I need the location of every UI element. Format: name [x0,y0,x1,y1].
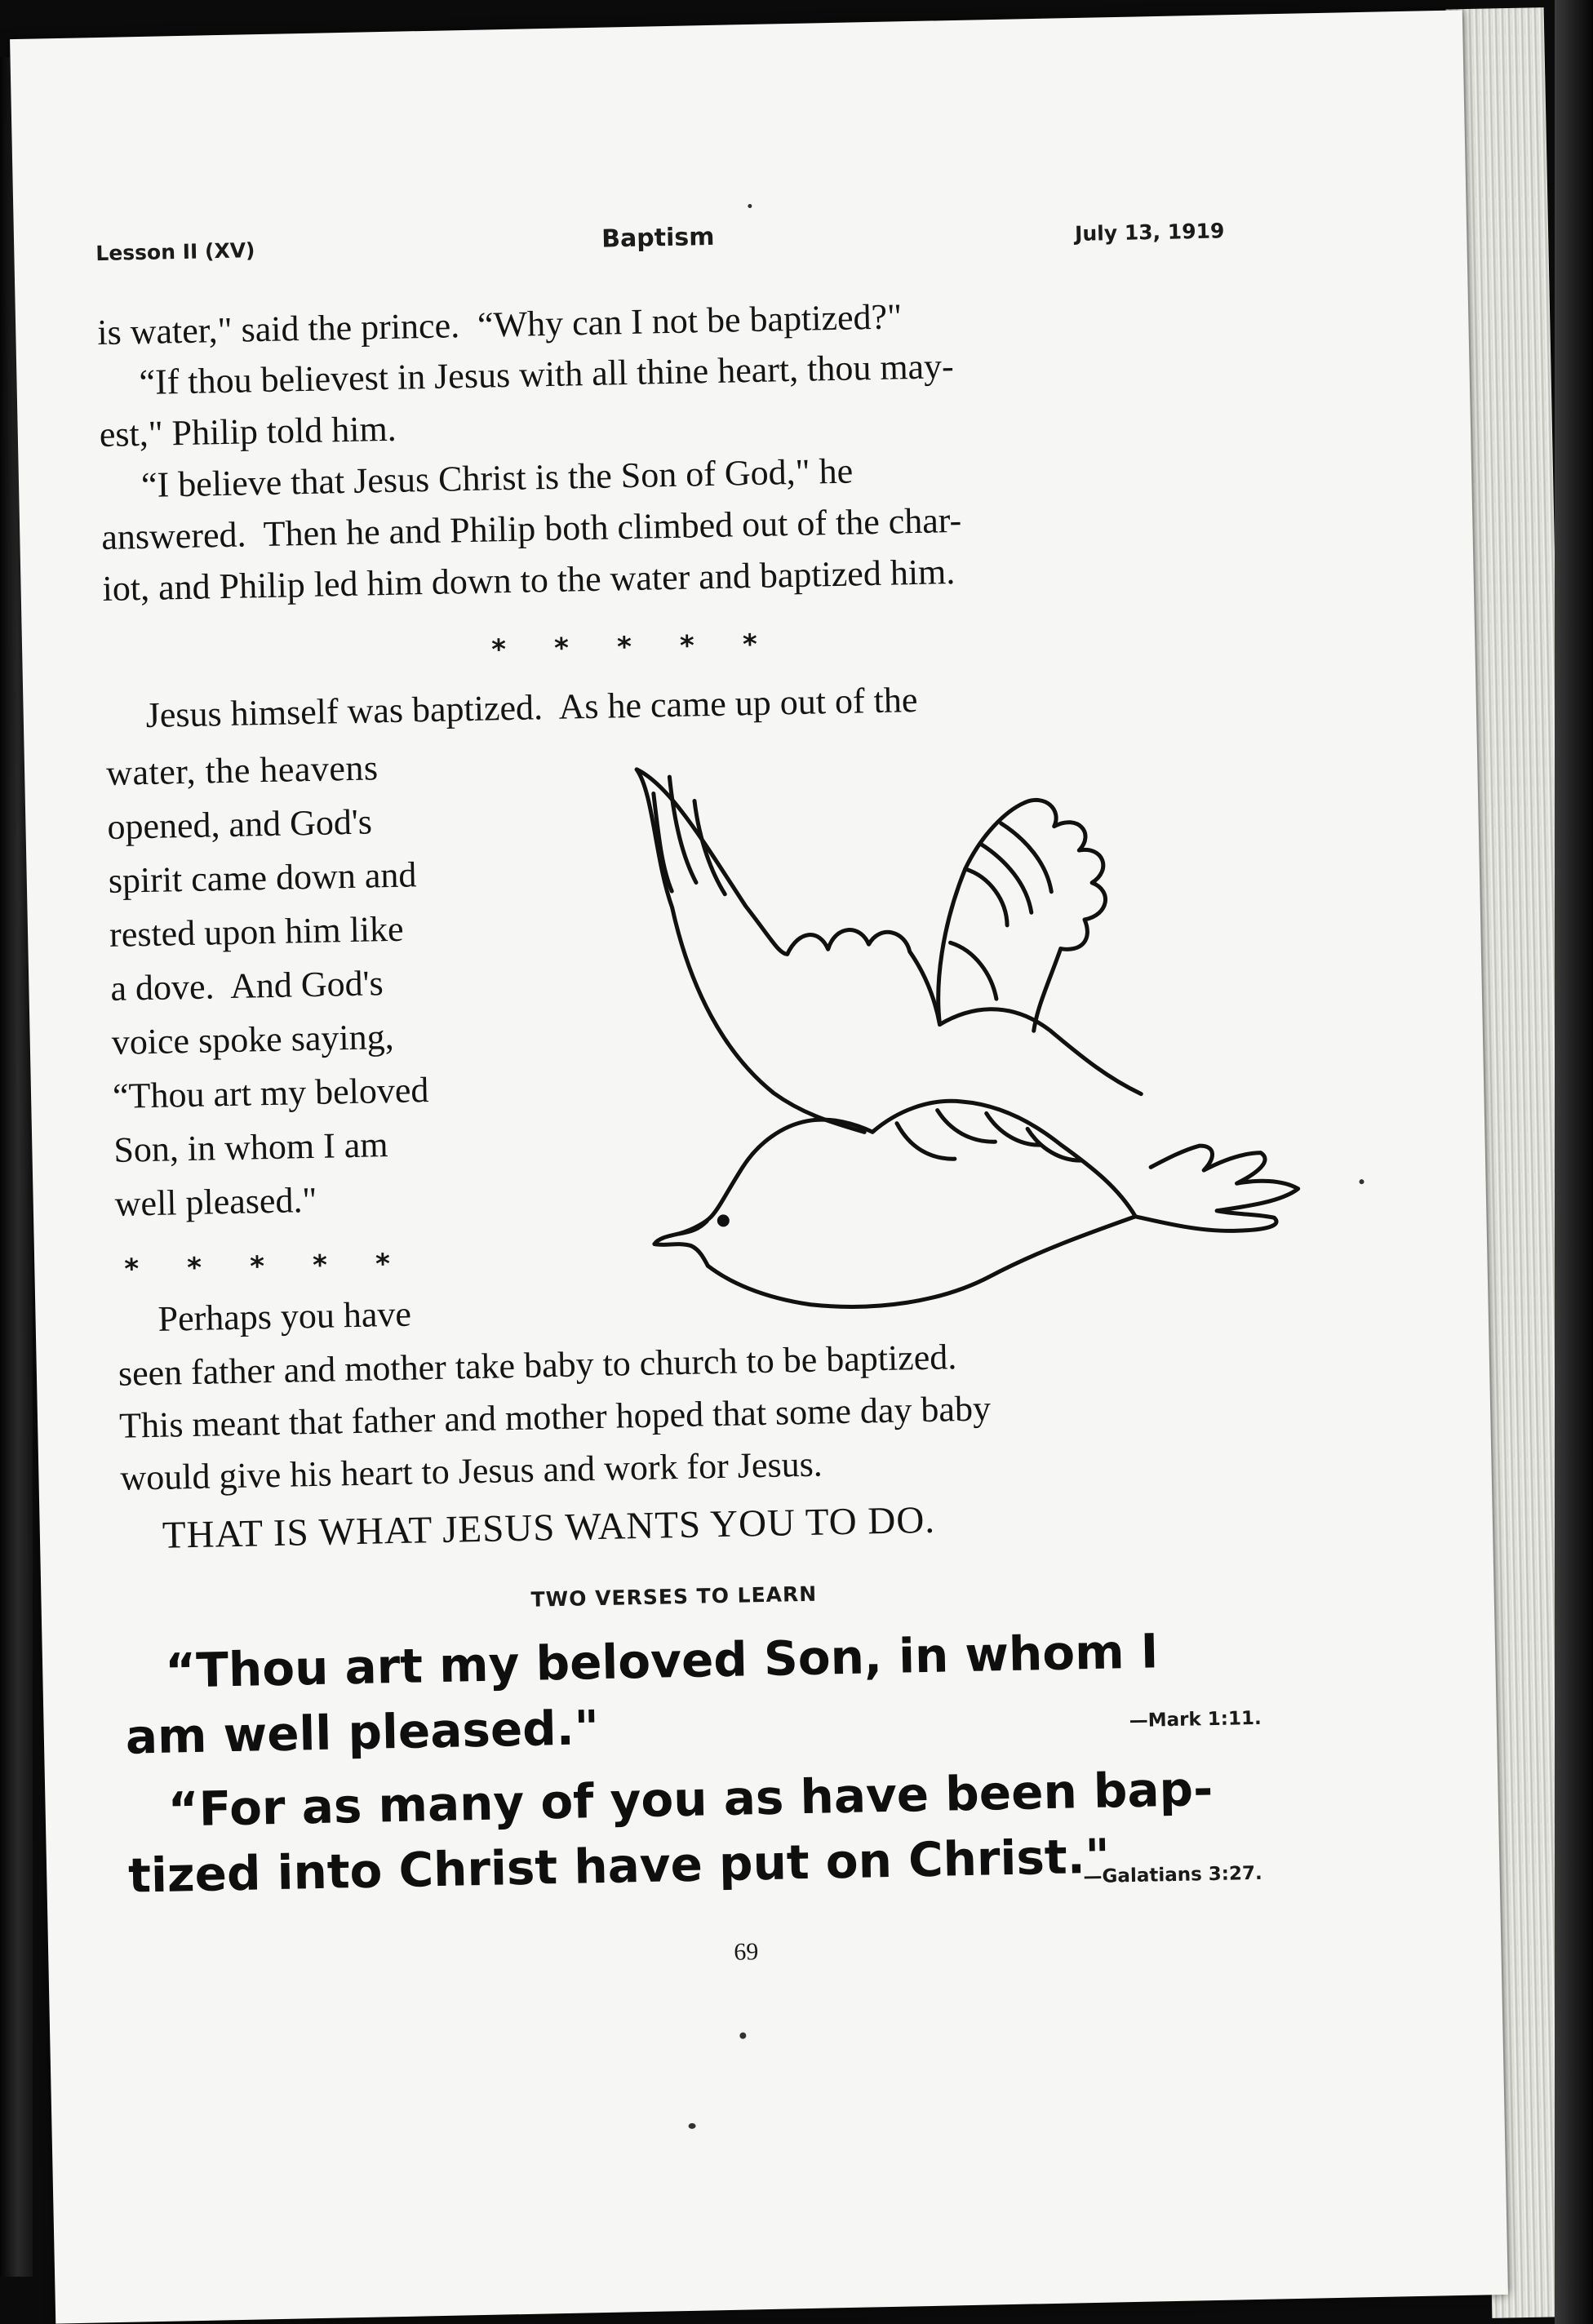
text-line: voice spoke saying, [111,1016,395,1062]
text-line: answered. Then he and Philip both climbed out of the char- [100,499,962,558]
emphasis-line: THAT IS WHAT JESUS WANTS YOU TO DO. [162,1498,936,1557]
text-line: “Thou art my beloved [112,1070,429,1116]
text-line: This meant that father and mother hoped that some day baby [118,1388,992,1446]
page-stack-shadow [1555,0,1593,2324]
text-line: would give his heart to Jesus and work for Jesus. [120,1444,823,1498]
text-line: iot, and Philip led him down to the water and baptized him. [102,552,956,609]
verse-reference: —Mark 1:11. [1129,1707,1262,1732]
text-line: opened, and God's [106,801,373,847]
text-line: est," Philip told him. [99,408,397,455]
text-line: is water," said the prince. “Why can I not be baptized?" [96,296,903,353]
page-speck [748,204,752,208]
verse-reference: —Galatians 3:27. [1083,1862,1262,1888]
page-speck [689,2123,696,2129]
lesson-label: Lesson II (XV) [95,238,255,266]
verse-line: “Thou art my beloved Son, in whom I [164,1623,1159,1699]
lesson-date: July 13, 1919 [1074,219,1225,246]
text-line: “I believe that Jesus Christ is the Son of God," he [140,450,854,506]
text-line: Son, in whom I am [113,1124,388,1170]
section-separator: * * * * * [490,628,758,667]
text-line: water, the heavens [105,747,379,793]
text-line: spirit came down and [108,854,417,901]
verse-line: tized into Christ have put on Christ." [127,1828,1111,1904]
verse-line: am well pleased." [125,1700,600,1765]
text-line: Perhaps you have [158,1293,412,1339]
book-page [10,10,1508,2323]
verse-line: “For as many of you as have been bap- [166,1760,1214,1838]
text-line: seen father and mother take baby to church to be baptized. [118,1337,957,1394]
text-line: well pleased." [114,1179,317,1224]
page-speck [1359,1179,1364,1184]
text-line: a dove. And God's [109,963,384,1009]
page-speck [739,2033,746,2039]
page-number: 69 [733,1938,759,1966]
text-line: rested upon him like [109,908,405,955]
text-line: Jesus himself was baptized. As he came up out of the [145,679,918,735]
verses-heading: TWO VERSES TO LEARN [530,1581,818,1612]
text-line: “If thou believest in Jesus with all thine heart, thou may- [139,346,955,403]
page-title: Baptism [601,222,715,254]
dove-illustration [620,731,1342,1333]
section-separator: * * * * * [123,1248,391,1286]
